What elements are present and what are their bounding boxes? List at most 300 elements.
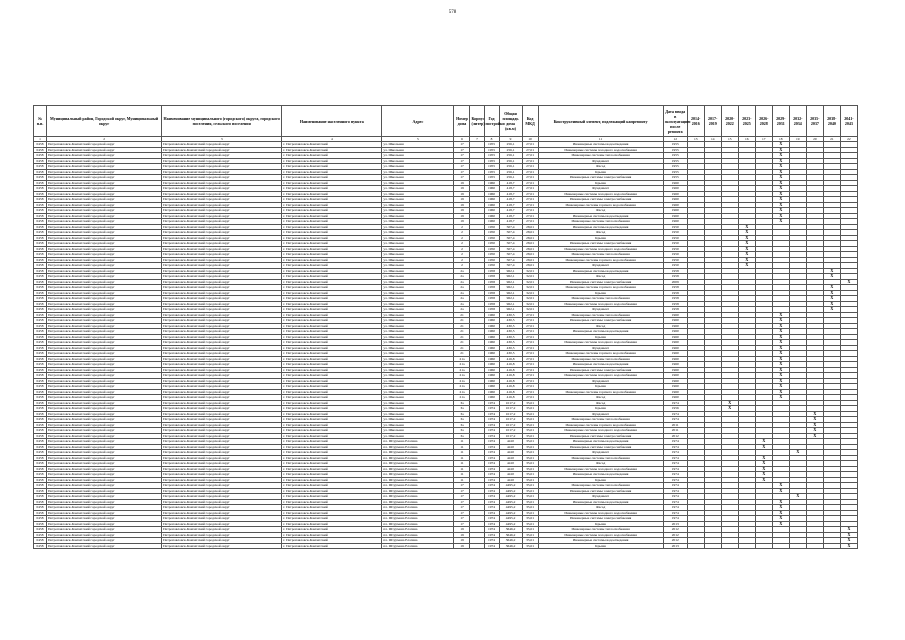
year-built-cell: 1974 — [484, 510, 499, 516]
district-cell: Петропавловск-Камчатский городской округ — [47, 417, 162, 423]
year-built-cell: 1974 — [484, 543, 499, 549]
element-cell: Инженерные системы водоотведения — [538, 538, 663, 544]
district-cell: Петропавловск-Камчатский городской округ — [47, 466, 162, 472]
commission-date-cell: 1950 — [663, 257, 687, 263]
mkd-code-cell: 27,01 — [522, 158, 538, 164]
mkd-code-cell: 35,01 — [522, 505, 538, 511]
period-mark: X — [738, 224, 755, 230]
element-cell: Инженерные системы водоотведения — [538, 142, 663, 148]
house-number-cell: 2а — [454, 307, 470, 313]
house-number-cell: 2а — [454, 296, 470, 302]
area-cell: 418,7 — [499, 180, 522, 186]
district-cell: Петропавловск-Камчатский городской округ — [47, 186, 162, 192]
column-header: Номер дома — [454, 106, 470, 137]
area-cell: 962,1 — [499, 296, 522, 302]
address-cell: ул. Школьная — [382, 235, 454, 241]
period-mark: X — [738, 257, 755, 263]
element-cell: Инженерные системы холодного водоснабжения — [538, 301, 663, 307]
district-cell: Петропавловск-Камчатский городской округ — [47, 202, 162, 208]
settlement-cell: Петропавловск-Камчатский городской округ — [162, 290, 282, 296]
address-cell: ул. Школьная — [382, 345, 454, 351]
address-cell: ул. Школьная — [382, 428, 454, 434]
area-cell: 507,4 — [499, 257, 522, 263]
element-cell: Фасад — [538, 230, 663, 236]
settlement-cell: Петропавловск-Камчатский городской округ — [162, 340, 282, 346]
house-number-cell: 3а — [454, 400, 470, 406]
address-cell: пл. Штурмана Елагина — [382, 472, 454, 478]
settlement-cell: Петропавловск-Камчатский городской округ — [162, 235, 282, 241]
element-cell: Инженерные системы теплоснабжения — [538, 483, 663, 489]
period-cell — [772, 543, 789, 549]
period-mark: X — [772, 334, 789, 340]
area-cell: 962,1 — [499, 274, 522, 280]
period-mark: X — [772, 378, 789, 384]
element-cell: Инженерные системы водоотведения — [538, 439, 663, 445]
address-cell: ул. Школьная — [382, 329, 454, 335]
commission-date-cell: 2012 — [663, 433, 687, 439]
row-number: 0458 — [34, 208, 47, 214]
commission-date-cell: 1958 — [663, 285, 687, 291]
row-number: 0458 — [34, 406, 47, 412]
settlement-cell: Петропавловск-Камчатский городской округ — [162, 180, 282, 186]
period-mark: X — [772, 213, 789, 219]
commission-date-cell: 2012 — [663, 527, 687, 533]
address-cell: ул. Школьная — [382, 362, 454, 368]
settlement-cell: Петропавловск-Камчатский городской округ — [162, 202, 282, 208]
column-header: № п.п. — [34, 106, 47, 137]
mkd-code-cell: 35,01 — [522, 417, 538, 423]
period-mark: X — [772, 323, 789, 329]
district-cell: Петропавловск-Камчатский городской округ — [47, 362, 162, 368]
row-number: 0458 — [34, 417, 47, 423]
mkd-code-cell: 32,01 — [522, 268, 538, 274]
house-number-cell: 3а — [454, 428, 470, 434]
locality-cell: г. Петропавловск-Камчатский — [282, 252, 382, 258]
house-number-cell: 2а — [454, 290, 470, 296]
locality-cell: г. Петропавловск-Камчатский — [282, 169, 382, 175]
element-cell: Инженерные системы холодного водоснабжения — [538, 428, 663, 434]
district-cell: Петропавловск-Камчатский городской округ — [47, 164, 162, 170]
locality-cell: г. Петропавловск-Камчатский — [282, 400, 382, 406]
row-number: 0458 — [34, 186, 47, 192]
commission-date-cell: 1960 — [663, 362, 687, 368]
element-cell: Фасад — [538, 323, 663, 329]
element-cell: Инженерные системы электроснабжения — [538, 175, 663, 181]
settlement-cell: Петропавловск-Камчатский городской округ — [162, 367, 282, 373]
district-cell: Петропавловск-Камчатский городской округ — [47, 510, 162, 516]
year-built-cell: 1960 — [484, 389, 499, 395]
row-number: 0458 — [34, 285, 47, 291]
house-number-cell: 19 — [454, 191, 470, 197]
element-cell: Фасад — [538, 400, 663, 406]
district-cell: Петропавловск-Камчатский городской округ — [47, 494, 162, 500]
period-cell — [823, 543, 840, 549]
row-number: 0458 — [34, 164, 47, 170]
element-cell: Инженерные системы горячего водоснабжения — [538, 257, 663, 263]
element-cell: Инженерные системы холодного водоснабжения — [538, 191, 663, 197]
settlement-cell: Петропавловск-Камчатский городской округ — [162, 521, 282, 527]
house-number-cell: 2 — [454, 235, 470, 241]
commission-date-cell: 1974 — [663, 483, 687, 489]
area-cell: 1017,2 — [499, 433, 522, 439]
settlement-cell: Петропавловск-Камчатский городской округ — [162, 323, 282, 329]
address-cell: ул. Школьная — [382, 356, 454, 362]
house-number-cell: 19 — [454, 538, 470, 544]
area-cell: 4495,2 — [499, 499, 522, 505]
locality-cell: г. Петропавловск-Камчатский — [282, 323, 382, 329]
address-cell: ул. Школьная — [382, 334, 454, 340]
mkd-code-cell: 27,01 — [522, 175, 538, 181]
settlement-cell: Петропавловск-Камчатский городской округ — [162, 147, 282, 153]
district-cell: Петропавловск-Камчатский городской округ — [47, 395, 162, 401]
element-cell: Инженерные системы электроснабжения — [538, 197, 663, 203]
year-built-cell: 1960 — [484, 356, 499, 362]
commission-date-cell: 1950 — [663, 252, 687, 258]
mkd-code-cell: 35,01 — [522, 499, 538, 505]
address-cell: пл. Штурмана Елагина — [382, 461, 454, 467]
period-mark: X — [823, 285, 840, 291]
mkd-code-cell: 35,01 — [522, 450, 538, 456]
commission-date-cell: 1974 — [663, 466, 687, 472]
commission-date-cell: 1955 — [663, 153, 687, 159]
mkd-code-cell: 35,01 — [522, 461, 538, 467]
mkd-code-cell: 28,01 — [522, 252, 538, 258]
settlement-cell: Петропавловск-Камчатский городской округ — [162, 246, 282, 252]
area-cell: 416,8 — [499, 373, 522, 379]
settlement-cell: Петропавловск-Камчатский городской округ — [162, 505, 282, 511]
year-built-cell: 1960 — [484, 340, 499, 346]
period-mark: X — [772, 318, 789, 324]
address-cell: пл. Штурмана Елагина — [382, 488, 454, 494]
mkd-code-cell: 35,01 — [522, 428, 538, 434]
address-cell: ул. Школьная — [382, 230, 454, 236]
commission-date-cell: 1974 — [663, 450, 687, 456]
period-mark: X — [772, 186, 789, 192]
capital-repair-table — [33, 105, 858, 549]
commission-date-cell: 1960 — [663, 186, 687, 192]
element-cell: Инженерные системы теплоснабжения — [538, 417, 663, 423]
locality-cell: г. Петропавловск-Камчатский — [282, 499, 382, 505]
house-number-cell: 21 — [454, 323, 470, 329]
locality-cell: г. Петропавловск-Камчатский — [282, 219, 382, 225]
period-cell — [755, 543, 772, 549]
column-header: Дата ввода в эксплуатацию после ремонта — [663, 106, 687, 137]
year-built-cell: 1955 — [484, 175, 499, 181]
district-cell: Петропавловск-Камчатский городской округ — [47, 389, 162, 395]
element-cell: Инженерные системы горячего водоснабжения — [538, 389, 663, 395]
settlement-cell: Петропавловск-Камчатский городской округ — [162, 543, 282, 549]
mkd-code-cell: 32,01 — [522, 290, 538, 296]
house-number-cell: 21 — [454, 351, 470, 357]
area-cell: 4410 — [499, 466, 522, 472]
row-number: 0458 — [34, 257, 47, 263]
column-number: 10 — [522, 137, 538, 142]
row-number: 0458 — [34, 169, 47, 175]
area-cell: 507,4 — [499, 263, 522, 269]
element-cell: Крыша — [538, 169, 663, 175]
row-number: 0458 — [34, 197, 47, 203]
year-built-cell: 1958 — [484, 296, 499, 302]
row-number: 0458 — [34, 472, 47, 478]
address-cell: ул. Школьная — [382, 411, 454, 417]
column-header: 2041-2043 — [840, 106, 857, 137]
element-cell: Инженерные системы теплоснабжения — [538, 527, 663, 533]
mkd-code-cell: 27,01 — [522, 142, 538, 148]
year-built-cell: 1974 — [484, 499, 499, 505]
year-built-cell: 1974 — [484, 472, 499, 478]
settlement-cell: Петропавловск-Камчатский городской округ — [162, 477, 282, 483]
address-cell: ул. Школьная — [382, 175, 454, 181]
mkd-code-cell: 27,01 — [522, 312, 538, 318]
commission-date-cell: 1960 — [663, 208, 687, 214]
commission-date-cell: 1960 — [663, 395, 687, 401]
column-header: Год постройки — [484, 106, 499, 137]
period-mark: X — [772, 340, 789, 346]
element-cell: Инженерные системы электроснабжения — [538, 279, 663, 285]
year-built-cell: 1960 — [484, 378, 499, 384]
area-cell: 962,1 — [499, 285, 522, 291]
locality-cell: г. Петропавловск-Камчатский — [282, 175, 382, 181]
year-built-cell: 1958 — [484, 285, 499, 291]
column-header: 2023-2025 — [738, 106, 755, 137]
table-body — [34, 142, 858, 549]
area-cell: 4410 — [499, 439, 522, 445]
address-cell: ул. Школьная — [382, 158, 454, 164]
address-cell: ул. Школьная — [382, 406, 454, 412]
district-cell: Петропавловск-Камчатский городской округ — [47, 318, 162, 324]
address-cell: пл. Штурмана Елагина — [382, 499, 454, 505]
district-cell: Петропавловск-Камчатский городской округ — [47, 241, 162, 247]
house-number-cell: 21а — [454, 384, 470, 390]
district-cell: Петропавловск-Камчатский городской округ — [47, 477, 162, 483]
locality-cell: г. Петропавловск-Камчатский — [282, 411, 382, 417]
address-cell: ул. Школьная — [382, 389, 454, 395]
area-cell: 4495,2 — [499, 510, 522, 516]
address-cell: ул. Школьная — [382, 164, 454, 170]
period-mark: X — [772, 219, 789, 225]
column-header: 2035-2037 — [806, 106, 823, 137]
district-cell: Петропавловск-Камчатский городской округ — [47, 411, 162, 417]
mkd-code-cell: 28,01 — [522, 230, 538, 236]
year-built-cell: 1958 — [484, 301, 499, 307]
district-cell: Петропавловск-Камчатский городской округ — [47, 450, 162, 456]
mkd-code-cell: 35,01 — [522, 433, 538, 439]
year-built-cell: 1974 — [484, 483, 499, 489]
commission-date-cell: 2011 — [663, 428, 687, 434]
year-built-cell: 1950 — [484, 230, 499, 236]
settlement-cell: Петропавловск-Камчатский городской округ — [162, 384, 282, 390]
address-cell: ул. Школьная — [382, 169, 454, 175]
mkd-code-cell: 35,01 — [522, 494, 538, 500]
district-cell: Петропавловск-Камчатский городской округ — [47, 158, 162, 164]
row-number: 0458 — [34, 433, 47, 439]
commission-date-cell: 1958 — [663, 301, 687, 307]
address-cell: пл. Штурмана Елагина — [382, 444, 454, 450]
house-number-cell: 11 — [454, 472, 470, 478]
area-cell: 256,1 — [499, 158, 522, 164]
year-built-cell: 1974 — [484, 455, 499, 461]
element-cell: Инженерные системы водоотведения — [538, 268, 663, 274]
row-number: 0458 — [34, 345, 47, 351]
area-cell: 507,4 — [499, 230, 522, 236]
column-number: 11 — [538, 137, 663, 142]
locality-cell: г. Петропавловск-Камчатский — [282, 395, 382, 401]
period-mark: X — [772, 147, 789, 153]
element-cell: Инженерные системы водоотведения — [538, 224, 663, 230]
district-cell: Петропавловск-Камчатский городской округ — [47, 268, 162, 274]
element-cell: Крыша — [538, 235, 663, 241]
area-cell: 430,5 — [499, 345, 522, 351]
district-cell: Петропавловск-Камчатский городской округ — [47, 406, 162, 412]
row-number: 0458 — [34, 334, 47, 340]
year-built-cell: 1950 — [484, 257, 499, 263]
row-number: 0458 — [34, 213, 47, 219]
element-cell: Инженерные системы водоотведения — [538, 499, 663, 505]
column-number: 7 — [470, 137, 484, 142]
area-cell: 3646,2 — [499, 527, 522, 533]
mkd-code-cell: 35,01 — [522, 406, 538, 412]
address-cell: пл. Штурмана Елагина — [382, 483, 454, 489]
district-cell: Петропавловск-Камчатский городской округ — [47, 461, 162, 467]
mkd-code-cell: 35,01 — [522, 483, 538, 489]
period-mark: X — [772, 516, 789, 522]
period-mark: X — [755, 477, 772, 483]
settlement-cell: Петропавловск-Камчатский городской округ — [162, 329, 282, 335]
settlement-cell: Петропавловск-Камчатский городской округ — [162, 538, 282, 544]
locality-cell: г. Петропавловск-Камчатский — [282, 197, 382, 203]
row-number: 0458 — [34, 455, 47, 461]
address-cell: ул. Школьная — [382, 373, 454, 379]
year-built-cell: 1974 — [484, 466, 499, 472]
area-cell: 962,1 — [499, 268, 522, 274]
column-number: 18 — [772, 137, 789, 142]
commission-date-cell: 1950 — [663, 230, 687, 236]
element-cell: Инженерные системы водоотведения — [538, 472, 663, 478]
year-built-cell: 1960 — [484, 334, 499, 340]
commission-date-cell: 1974 — [663, 494, 687, 500]
column-number: 1 — [34, 137, 47, 142]
period-mark: X — [772, 384, 789, 390]
area-cell: 430,5 — [499, 329, 522, 335]
column-header: Корпус (литер) — [470, 106, 484, 137]
area-cell: 507,4 — [499, 224, 522, 230]
commission-date-cell: 1974 — [663, 461, 687, 467]
area-cell: 418,7 — [499, 208, 522, 214]
year-built-cell: 1974 — [484, 406, 499, 412]
mkd-code-cell: 28,01 — [522, 257, 538, 263]
mkd-code-cell: 27,01 — [522, 329, 538, 335]
period-mark: X — [806, 411, 823, 417]
mkd-code-cell: 27,01 — [522, 208, 538, 214]
column-number: 2 — [47, 137, 162, 142]
mkd-code-cell: 27,01 — [522, 197, 538, 203]
period-mark: X — [772, 356, 789, 362]
address-cell: ул. Школьная — [382, 351, 454, 357]
house-number-cell: 21а — [454, 378, 470, 384]
area-cell: 4410 — [499, 450, 522, 456]
district-cell: Петропавловск-Камчатский городской округ — [47, 213, 162, 219]
area-cell: 1017,2 — [499, 411, 522, 417]
commission-date-cell: 1955 — [663, 158, 687, 164]
mkd-code-cell: 35,01 — [522, 455, 538, 461]
mkd-code-cell: 35,01 — [522, 477, 538, 483]
area-cell: 4495,2 — [499, 521, 522, 527]
area-cell: 3646,2 — [499, 543, 522, 549]
house-number-cell: 2а — [454, 301, 470, 307]
commission-date-cell: 1960 — [663, 356, 687, 362]
mkd-code-cell: 32,01 — [522, 296, 538, 302]
area-cell: 507,4 — [499, 252, 522, 258]
house-number-cell: 17 — [454, 153, 470, 159]
locality-cell: г. Петропавловск-Камчатский — [282, 367, 382, 373]
area-cell: 1017,2 — [499, 428, 522, 434]
district-cell: Петропавловск-Камчатский городской округ — [47, 444, 162, 450]
commission-date-cell: 1958 — [663, 296, 687, 302]
locality-cell: г. Петропавловск-Камчатский — [282, 230, 382, 236]
locality-cell: г. Петропавловск-Камчатский — [282, 543, 382, 549]
year-built-cell: 1960 — [484, 323, 499, 329]
area-cell: 418,7 — [499, 191, 522, 197]
house-number-cell: 17 — [454, 483, 470, 489]
year-built-cell: 1950 — [484, 241, 499, 247]
column-header: 2026-2028 — [755, 106, 772, 137]
column-header: 2020-2022 — [721, 106, 738, 137]
commission-date-cell: 1960 — [663, 378, 687, 384]
commission-date-cell: 1950 — [663, 224, 687, 230]
settlement-cell: Петропавловск-Камчатский городской округ — [162, 428, 282, 434]
element-cell: Крыша — [538, 290, 663, 296]
period-mark: X — [772, 367, 789, 373]
element-cell: Инженерные системы холодного водоснабжения — [538, 532, 663, 538]
commission-date-cell: 1960 — [663, 312, 687, 318]
element-cell: Инженерные системы водоотведения — [538, 362, 663, 368]
year-built-cell: 1958 — [484, 274, 499, 280]
locality-cell: г. Петропавловск-Камчатский — [282, 417, 382, 423]
locality-cell: г. Петропавловск-Камчатский — [282, 488, 382, 494]
commission-date-cell: 1960 — [663, 340, 687, 346]
period-mark: X — [772, 175, 789, 181]
district-cell: Петропавловск-Камчатский городской округ — [47, 433, 162, 439]
mkd-code-cell: 27,01 — [522, 169, 538, 175]
locality-cell: г. Петропавловск-Камчатский — [282, 373, 382, 379]
area-cell: 256,1 — [499, 175, 522, 181]
address-cell: ул. Школьная — [382, 384, 454, 390]
year-built-cell: 1955 — [484, 153, 499, 159]
element-cell: Инженерные системы электроснабжения — [538, 444, 663, 450]
mkd-code-cell: 27,01 — [522, 356, 538, 362]
year-built-cell: 1974 — [484, 411, 499, 417]
period-mark: X — [840, 279, 857, 285]
mkd-code-cell: 35,01 — [522, 472, 538, 478]
period-mark: X — [755, 461, 772, 467]
period-mark: X — [738, 230, 755, 236]
area-cell: 430,5 — [499, 323, 522, 329]
address-cell: ул. Школьная — [382, 257, 454, 263]
element-cell: Крыша — [538, 180, 663, 186]
row-number: 0458 — [34, 142, 47, 148]
area-cell: 962,1 — [499, 301, 522, 307]
row-number: 0458 — [34, 340, 47, 346]
settlement-cell: Петропавловск-Камчатский городской округ — [162, 208, 282, 214]
area-cell: 256,1 — [499, 153, 522, 159]
year-built-cell: 1960 — [484, 186, 499, 192]
area-cell: 1017,2 — [499, 406, 522, 412]
locality-cell: г. Петропавловск-Камчатский — [282, 521, 382, 527]
period-mark: X — [772, 202, 789, 208]
mkd-code-cell: 35,01 — [522, 543, 538, 549]
house-number-cell: 21 — [454, 318, 470, 324]
commission-date-cell: 2011 — [663, 422, 687, 428]
